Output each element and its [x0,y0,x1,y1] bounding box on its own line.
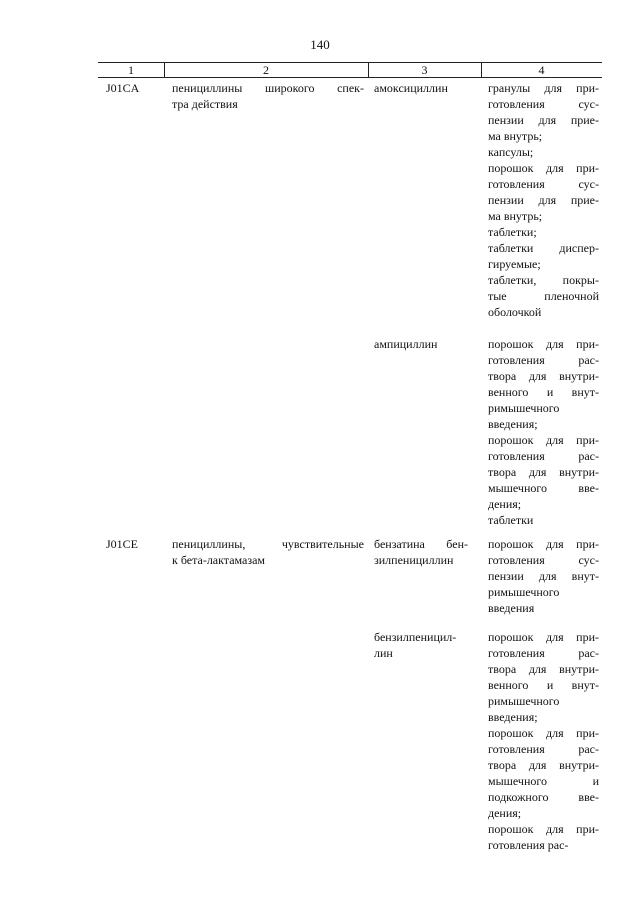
dosage-form-line: таблетки; [488,225,537,239]
atc-code-line: J01CA [106,81,140,95]
dosage-form-line: мышечного вве- [488,481,599,495]
dosage-form-line: порошок для при- [488,822,599,836]
drug-name-line: лин [374,646,393,660]
dosage-form-line: пензии для внут- [488,569,599,583]
drug-name [374,336,468,352]
dosage-form-line: таблетки, покры- [488,273,599,287]
dosage-form-line: порошок для при- [488,161,599,175]
drug-name-line: амоксициллин [374,81,448,95]
dosage-form-line: венного и внут- [488,385,599,399]
header-col-1: 1 [128,63,134,77]
drug-name [374,536,468,568]
drug-name-line: бензилпеницил- [374,630,457,644]
group-name [172,80,364,112]
atc-code [106,536,166,552]
dosage-form-line: готовления сус- [488,177,599,191]
header-col-2: 2 [263,63,269,77]
dosage-form [488,336,599,528]
dosage-form-line: порошок для при- [488,433,599,447]
dosage-form-line: введения; [488,710,538,724]
dosage-form-line: готовления рас- [488,646,599,660]
dosage-form-line: гранулы для при- [488,81,599,95]
dosage-form-line: готовления рас- [488,353,599,367]
dosage-form-line: венного и внут- [488,678,599,692]
atc-code-line: J01CE [106,537,139,551]
dosage-form-line: порошок для при- [488,630,599,644]
dosage-form-line: дения; [488,497,522,511]
dosage-form-line: пензии для прие- [488,193,599,207]
dosage-form-line: твора для внутри- [488,758,599,772]
dosage-form-line: порошок для при- [488,337,599,351]
dosage-form-line: римышечного [488,401,560,415]
group-name-line: тра действия [172,97,238,111]
dosage-form-line: таблетки диспер- [488,241,599,255]
page-number: 140 [310,37,330,52]
drug-name-line: ампициллин [374,337,438,351]
group-name-line: пенициллины широкого спек- [172,81,364,95]
drug-name-line: бензатина бен- [374,537,468,551]
dosage-form-line: тые пленочной [488,289,599,303]
dosage-form-line: оболочкой [488,305,542,319]
atc-code [106,80,166,96]
dosage-form-line: твора для внутри- [488,369,599,383]
dosage-form-line: ма внутрь; [488,209,543,223]
group-name [172,536,364,568]
drug-name [374,80,468,96]
dosage-form-line: римышечного [488,694,560,708]
drug-name [374,629,468,661]
dosage-form-line: твора для внутри- [488,662,599,676]
header-col-3: 3 [421,63,428,77]
dosage-form-line: готовления сус- [488,553,599,567]
header-col-4: 4 [538,63,545,77]
group-name-line: пенициллины, чувствительные [172,537,364,551]
table-header-row [98,62,602,78]
drug-name-line: зилпенициллин [374,553,454,567]
dosage-form-line: подкожного вве- [488,790,599,804]
dosage-form-line: порошок для при- [488,726,599,740]
dosage-form-line: дения; [488,806,522,820]
group-name-line: к бета-лактамазам [172,553,266,567]
dosage-form [488,536,599,616]
dosage-form-line: готовления рас- [488,838,569,852]
dosage-form-line: римышечного [488,585,560,599]
dosage-form-line: ма внутрь; [488,129,543,143]
dosage-form-line: введения; [488,417,538,431]
dosage-form [488,629,599,853]
dosage-form-line: введения [488,601,535,615]
dosage-form-line: капсулы; [488,145,534,159]
dosage-form-line: пензии для прие- [488,113,599,127]
dosage-form-line: порошок для при- [488,537,599,551]
dosage-form-line: мышечного и [488,774,599,788]
dosage-form-line: гируемые; [488,257,541,271]
dosage-form-line: готовления рас- [488,449,599,463]
dosage-form [488,80,599,320]
dosage-form-line: твора для внутри- [488,465,599,479]
dosage-form-line: готовления рас- [488,742,599,756]
dosage-form-line: таблетки [488,513,534,527]
dosage-form-line: готовления сус- [488,97,599,111]
